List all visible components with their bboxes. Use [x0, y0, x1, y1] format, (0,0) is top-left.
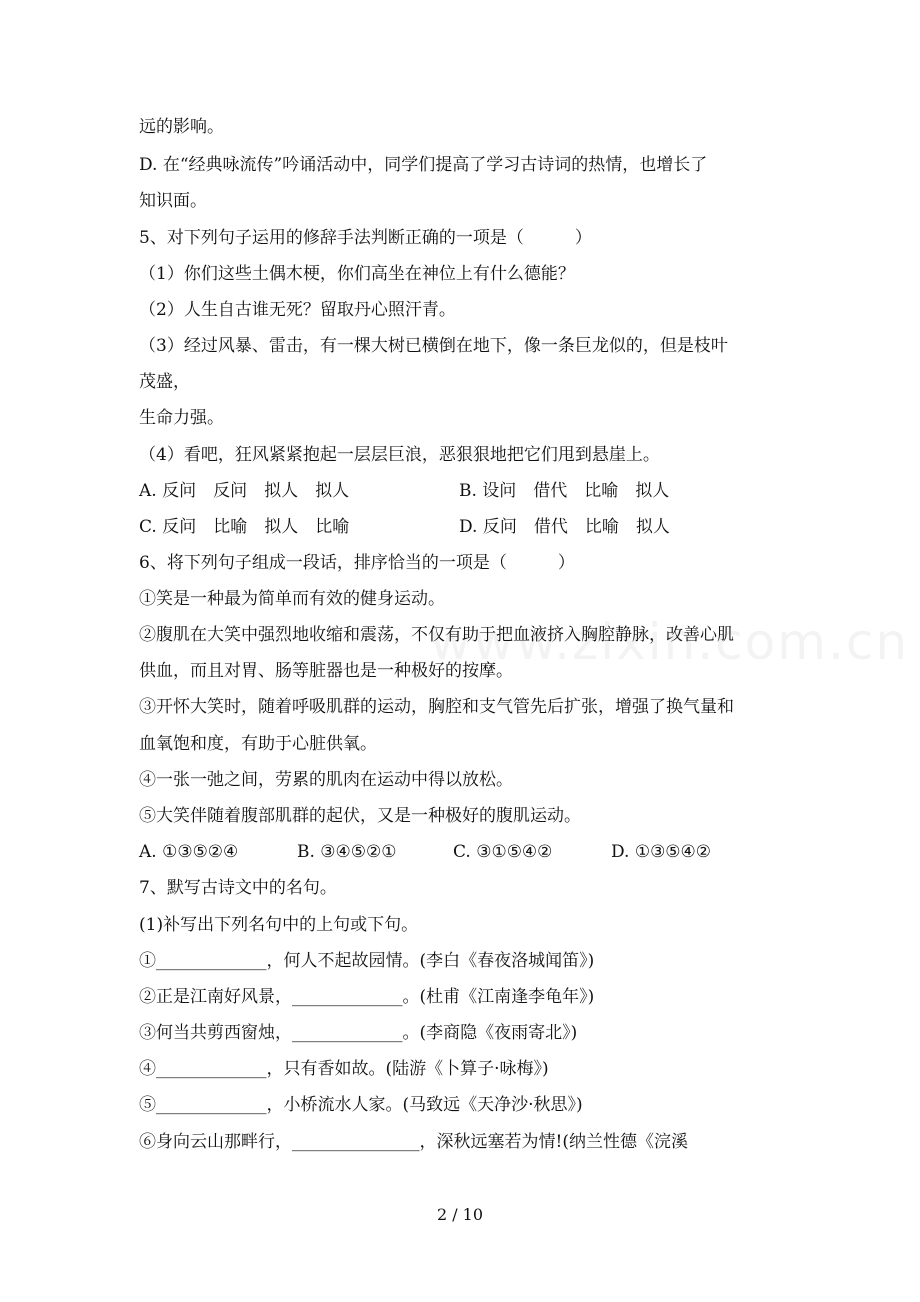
q7-blank-1: ①_____________，何人不起故园情。(李白《春夜洛城闻笛》) [139, 951, 595, 971]
q7-part-1-instruction: (1)补写出下列名句中的上句或下句。 [139, 915, 419, 935]
q5-sentence-3-cont: 生命力强。 [139, 408, 224, 428]
q6-option-a: A. ①③⑤②④ [139, 842, 239, 862]
q6-option-c: C. ③①⑤④② [453, 842, 553, 862]
q6-sentence-3: ③开怀大笑时，随着呼吸肌群的运动，胸腔和支气管先后扩张，增强了换气量和 [139, 697, 734, 717]
q5-sentence-1: （1）你们这些土偶木梗，你们高坐在神位上有什么德能？ [139, 264, 575, 284]
q5-option-a: A. 反问 反问 拟人 拟人 [139, 481, 350, 501]
q7-blank-2: ②正是江南好风景，_____________。(杜甫《江南逢李龟年》) [139, 987, 595, 1007]
q6-sentence-3-cont: 血氧饱和度，有助于心脏供氧。 [139, 734, 377, 754]
q7-blank-3: ③何当共剪西窗烛，_____________。(李商隐《夜雨寄北》) [139, 1023, 578, 1043]
q7-blank-5: ⑤_____________，小桥流水人家。(马致远《天净沙·秋思》) [139, 1095, 583, 1115]
q5-option-c: C. 反问 比喻 拟人 比喻 [139, 517, 350, 537]
q6-sentence-2: ②腹肌在大笑中强烈地收缩和震荡，不仅有助于把血液挤入胸腔静脉，改善心肌 [139, 625, 734, 645]
text-line: D. 在“经典咏流传”吟诵活动中，同学们提高了学习古诗词的热情，也增长了 [139, 155, 708, 175]
q6-sentence-5: ⑤大笑伴随着腹部肌群的起伏，又是一种极好的腹肌运动。 [139, 806, 581, 826]
question-5-stem: 5、对下列句子运用的修辞手法判断正确的一项是（ ） [139, 228, 592, 248]
text-line: 知识面。 [139, 191, 207, 211]
q6-sentence-1: ①笑是一种最为简单而有效的健身运动。 [139, 589, 445, 609]
q5-option-d: D. 反问 借代 比喻 拟人 [459, 517, 670, 537]
q7-blank-6: ⑥身向云山那畔行，_______________，深秋远塞若为情!(纳兰性德《浣溪 [139, 1132, 688, 1152]
question-6-stem: 6、将下列句子组成一段话，排序恰当的一项是（ ） [139, 553, 575, 573]
q6-option-d: D. ①③⑤④② [611, 842, 712, 862]
q5-sentence-4: （4）看吧，狂风紧紧抱起一层层巨浪，恶狠狠地把它们甩到悬崖上。 [139, 445, 660, 465]
q6-sentence-2-cont: 供血，而且对胃、肠等脏器也是一种极好的按摩。 [139, 661, 513, 681]
q5-sentence-2: （2）人生自古谁无死？留取丹心照汗青。 [139, 300, 456, 320]
question-7-stem: 7、默写古诗文中的名句。 [139, 878, 337, 898]
page-number: 2 / 10 [436, 1205, 484, 1224]
q5-sentence-3: （3）经过风暴、雷击，有一棵大树已横倒在地下，像一条巨龙似的，但是枝叶 [139, 336, 728, 356]
q5-sentence-3-cont: 茂盛， [139, 372, 190, 392]
q6-sentence-4: ④一张一弛之间，劳累的肌肉在运动中得以放松。 [139, 770, 513, 790]
q6-option-b: B. ③④⑤②① [297, 842, 397, 862]
text-line: 远的影响。 [139, 117, 224, 137]
q5-option-b: B. 设问 借代 比喻 拟人 [459, 481, 670, 501]
q7-blank-4: ④_____________，只有香如故。(陆游《卜算子·咏梅》) [139, 1059, 549, 1079]
